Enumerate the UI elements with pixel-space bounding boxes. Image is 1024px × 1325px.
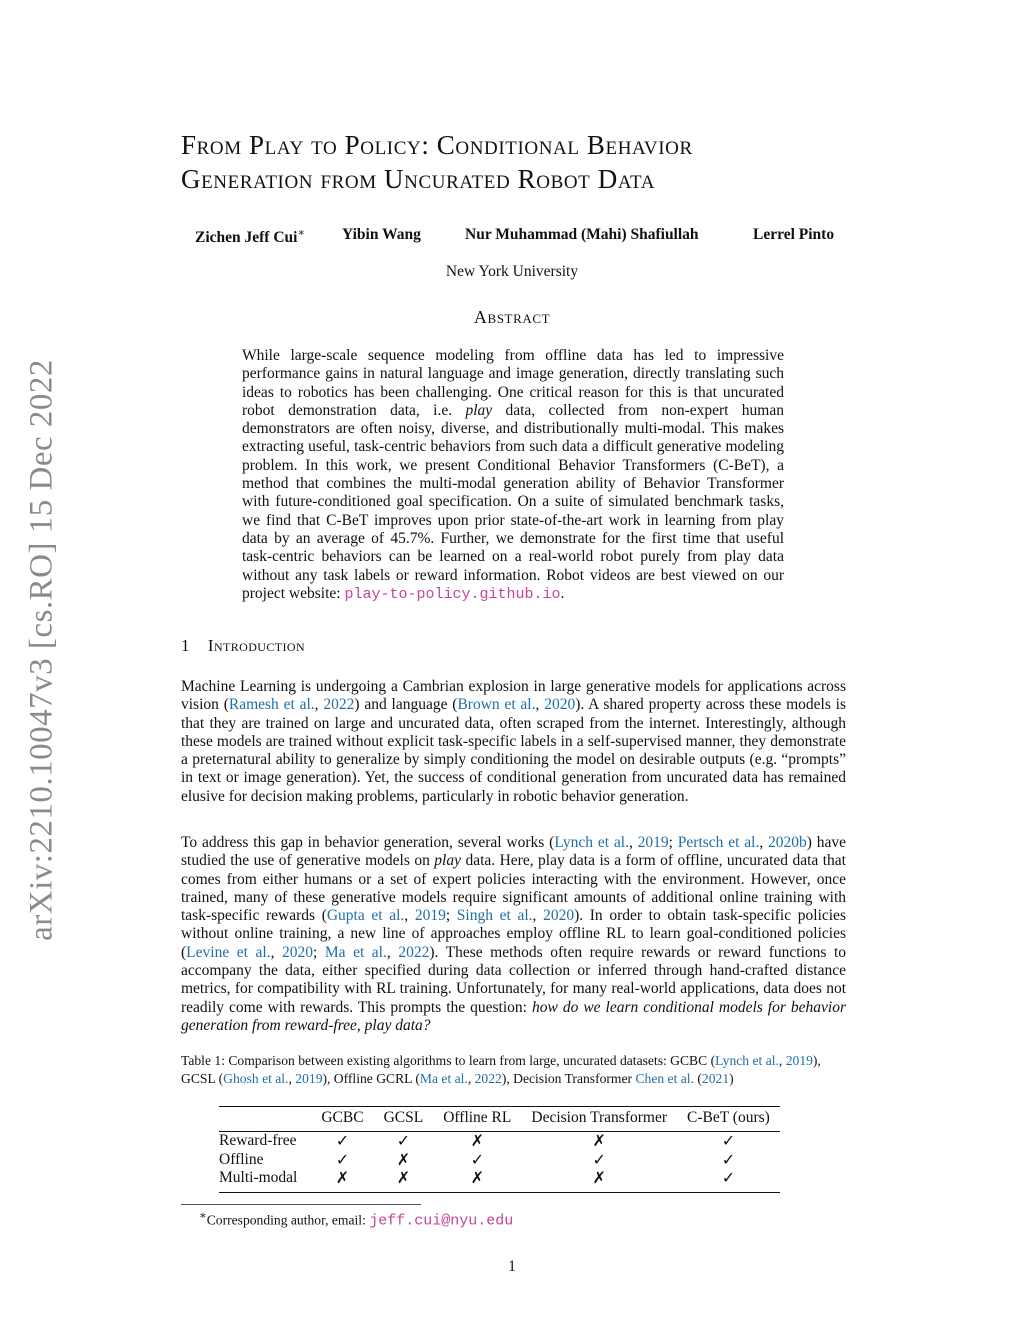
citation-year-link[interactable]: 2019: [785, 1053, 813, 1068]
citation-link[interactable]: Ma et al.: [419, 1070, 468, 1086]
table-cell: ✓: [335, 1149, 350, 1169]
table-cell: ✓: [721, 1131, 736, 1150]
arxiv-stamp-text: arXiv:2210.10047v3 [cs.RO] 15 Dec 2022: [23, 359, 60, 941]
citation-year-link[interactable]: 2022: [323, 696, 355, 714]
row-label: Reward-free: [219, 1132, 297, 1149]
title-line-1: From Play to Policy: Conditional Behavior: [181, 130, 693, 160]
author-4: Lerrel Pinto: [753, 226, 835, 243]
table-cell: ✗: [592, 1168, 606, 1187]
affiliation: New York University: [445, 263, 579, 280]
citation-year-link[interactable]: 2022: [398, 943, 430, 961]
table-cell: ✗: [396, 1168, 411, 1187]
project-website-link[interactable]: play-to-policy.github.io: [344, 585, 561, 603]
citation-link[interactable]: Levine et al.: [186, 943, 271, 961]
citation-link[interactable]: Gupta et al.: [326, 907, 405, 925]
abstract-body: While large-scale sequence modeling from offline data has led to impressive performance gains in natural language and image generation, directly translating such ideas to robotics has been challenging. One critical reason for this is that uncurated robot demonstration data, i.e. play data, collected from non-expert human demonstrators are often noisy, diverse, and distributionally multi-modal. This makes extracting useful, task-centric behaviors from such data a difficult generative modeling problem. In this work, we present Conditional Behavior Transformers (C-BeT), a method that combines the multi-modal generation ability of Behavior Transformer with future-conditioned goal specification. On a suite of simulated benchmark tasks, we find that C-BeT improves upon prior state-of-the-art work in learning from play data by an average of 45.7%. Further, we demonstrate for the first time that useful task-centric behaviors can be learned on a real-world robot purely from play data without any task labels or reward information. Robot videos are best viewed on our project website: play-to-policy.github.io.: [242, 347, 784, 603]
table-cell: ✓: [396, 1131, 411, 1150]
table-header-cell: [219, 1107, 311, 1132]
table-cell: ✓: [470, 1149, 484, 1169]
citation-year-link[interactable]: 2020: [282, 943, 313, 961]
table-cell: ✓: [335, 1131, 350, 1150]
section-heading-introduction: [181, 636, 305, 656]
table-row: [219, 1151, 780, 1170]
table-cell: ✗: [470, 1131, 484, 1150]
author-3: Nur Muhammad (Mahi) Shafiullah: [465, 226, 699, 243]
citation-link[interactable]: Chen et al.: [635, 1070, 694, 1086]
table-header-cell: Decision Transformer: [531, 1109, 667, 1126]
row-label: Multi-modal: [219, 1169, 298, 1186]
table-header-cell: Offline RL: [443, 1109, 512, 1126]
author-email-link[interactable]: jeff.cui@nyu.edu: [369, 1212, 514, 1230]
row-label: Offline: [219, 1150, 264, 1168]
citation-year-link[interactable]: 2019: [414, 907, 446, 925]
footnote: ∗Corresponding author, email: jeff.cui@nyu.edu: [199, 1210, 514, 1230]
table-row: [219, 1169, 780, 1192]
table-caption: Table 1: Comparison between existing algorithms to learn from large, uncurated datasets: GCBC (Lynch et al., 2019), GCSL (Ghosh et al., 2019), Offline GCRL (Ma et al., 2022), Decision Transformer Chen et al. (2021): [181, 1053, 821, 1086]
author-2: Yibin Wang: [342, 226, 421, 243]
citation-link[interactable]: Pertsch et al.: [677, 834, 760, 851]
abstract-heading: Abstract: [473, 307, 551, 327]
table-cell: ✗: [592, 1131, 606, 1150]
author-1: Zichen Jeff Cui∗: [195, 227, 305, 247]
citation-link[interactable]: Brown et al.: [457, 696, 536, 714]
intro-paragraph-2: To address this gap in behavior generation, several works (Lynch et al., 2019; Pertsch et al., 2020b) have studied the use of generative models on play data. Here, play data is a form of offline, uncurated data that comes from either humans or a set of expert policies interacting with the environment. However, once trained, many of these generative models require significant amounts of additional online training with task-specific rewards (Gupta et al., 2019; Singh et al., 2020). In order to obtain task-specific policies without online training, a new line of approaches employ offline RL to learn goal-conditioned policies (Levine et al., 2020; Ma et al., 2022). These methods often require rewards or reward functions to accompany the data, either specified during data collection or inferred through hand-crafted distance metrics, for compatibility with RL training. Unfortunately, for many real-world applications, data does not readily come with rewards. This prompts the question: how do we learn conditional models for behavior generation from reward-free, play data?: [181, 834, 847, 1034]
citation-year-link[interactable]: 2019: [637, 834, 669, 851]
section-number: 1: [181, 636, 190, 655]
comparison-table: [219, 1106, 780, 1193]
citation-link[interactable]: Ramesh et al.: [228, 696, 315, 714]
page-number: 1: [508, 1258, 516, 1275]
citation-link[interactable]: Singh et al.: [456, 907, 533, 925]
citation-link[interactable]: Ma et al.: [324, 943, 387, 961]
citation-year-link[interactable]: 2020: [543, 907, 575, 925]
citation-link[interactable]: Lynch et al.: [554, 834, 629, 851]
table-header-cell: GCBC: [321, 1109, 364, 1126]
citation-year-link[interactable]: 2022: [474, 1070, 502, 1086]
citation-link[interactable]: Ghosh et al.: [223, 1070, 289, 1086]
table-header-row: [219, 1107, 780, 1132]
table-cell: ✓: [721, 1149, 736, 1169]
table-cell: ✓: [721, 1168, 736, 1187]
intro-paragraph-1: Machine Learning is undergoing a Cambrian explosion in large generative models for applications across vision (Ramesh et al., 2022) and language (Brown et al., 2020). A shared property across these models is that they are trained on large and uncurated data, often scraped from the internet. Interestingly, although these models are trained without explicit task-specific labels in a self-supervised manner, they demonstrate a preternatural ability to generalize by simply conditioning the model on desirable outputs (e.g. “prompts” in text or image generation). Yet, the success of conditional generation from uncurated data has remained elusive for decision making problems, particularly in robotic behavior generation.: [181, 678, 847, 805]
citation-link[interactable]: Lynch et al.: [715, 1053, 779, 1068]
citation-year-link[interactable]: 2019: [295, 1070, 323, 1086]
citation-year-link[interactable]: 2021: [701, 1070, 730, 1086]
paper-title: [181, 128, 881, 196]
table-row: [219, 1132, 780, 1151]
citation-year-link[interactable]: 2020: [544, 696, 576, 714]
table-cell: ✗: [335, 1168, 350, 1187]
citation-year-link[interactable]: 2020b: [768, 834, 807, 851]
table-cell: ✓: [592, 1149, 606, 1169]
table-cell: ✗: [470, 1168, 484, 1187]
table-header-cell: C-BeT (ours): [687, 1109, 770, 1126]
section-title: Introduction: [207, 636, 306, 655]
footnote-divider: [181, 1204, 421, 1205]
table-header-cell: GCSL: [383, 1109, 424, 1126]
table-cell: ✗: [396, 1149, 411, 1169]
title-line-2: Generation from Uncurated Robot Data: [181, 164, 656, 194]
